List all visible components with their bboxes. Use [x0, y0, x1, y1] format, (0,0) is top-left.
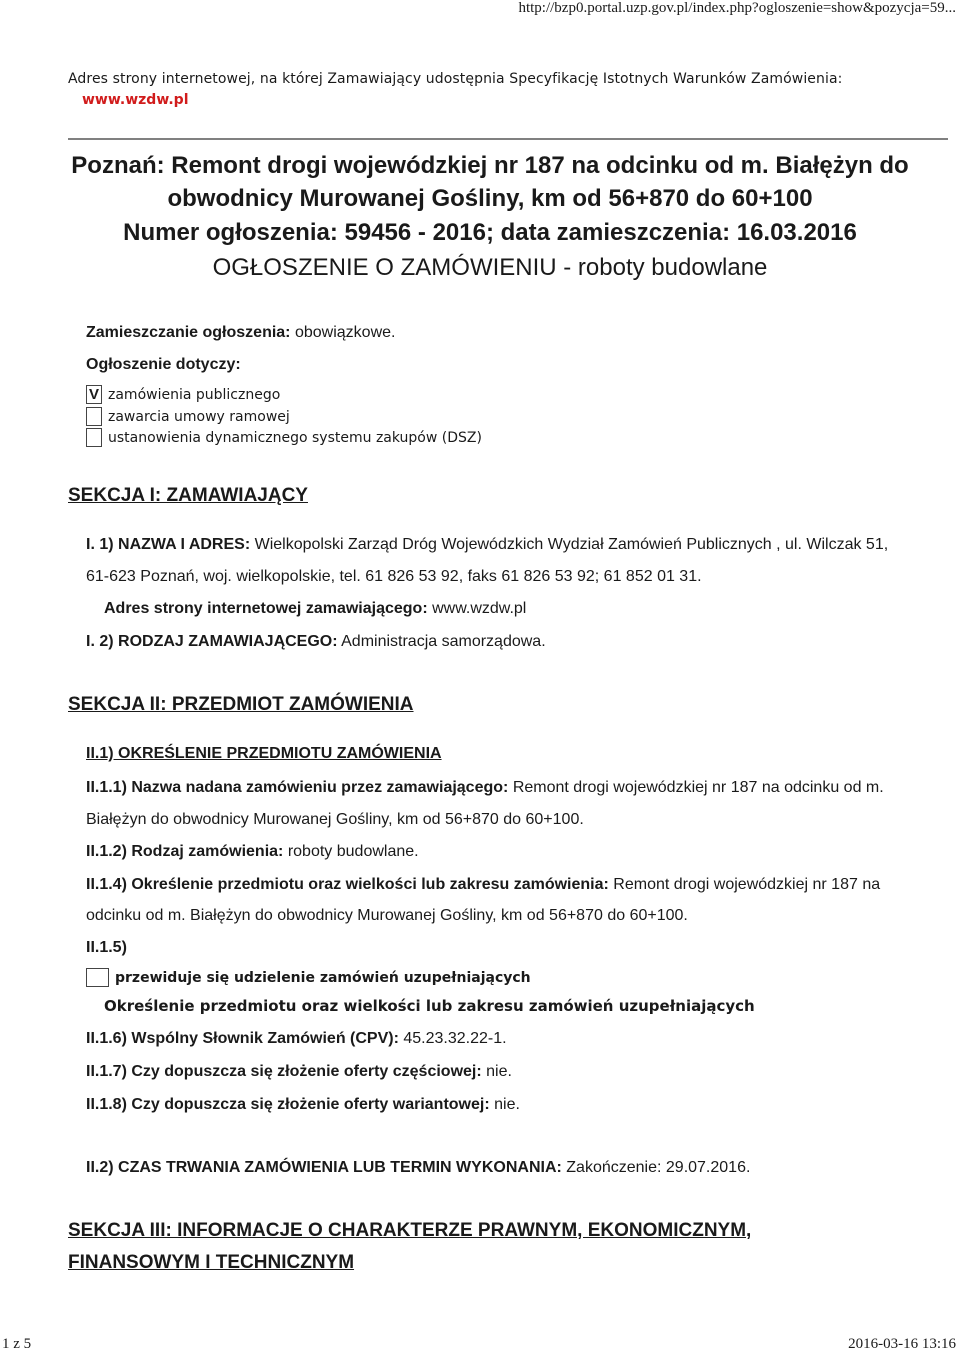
- contract-name-value: Remont drogi wojewódzkiej nr 187 na odcinku od m.: [512, 779, 884, 796]
- cpv-value: 45.23.32.22-1.: [403, 1030, 507, 1047]
- divider: [68, 138, 948, 140]
- name-address-value: Wielkopolski Zarząd Dróg Wojewódzkich Wydział Zamówień Publicznych , ul. Wilczak 51,: [254, 536, 889, 553]
- checkbox-empty: [86, 968, 109, 987]
- mandatory-publication: [86, 324, 395, 342]
- section-3-heading-line-2: FINANSOWYM I TECHNICZNYM: [68, 1252, 355, 1273]
- option-label: ustanowienia dynamicznego systemu zakupów (DSZ): [108, 429, 482, 446]
- checkbox-empty: [86, 428, 102, 447]
- notice-number: Numer ogłoszenia: 59456 - 2016; data zamieszczenia: 16.03.2016: [123, 219, 857, 246]
- contract-type: [86, 843, 419, 861]
- siwz-site-link[interactable]: www.wzdw.pl: [82, 92, 189, 108]
- page-number: 1 z 5: [2, 1336, 32, 1352]
- variant-offers-value: nie.: [494, 1096, 520, 1113]
- authority-type-value: Administracja samorządowa.: [341, 633, 546, 650]
- mandatory-value: obowiązkowe.: [294, 324, 396, 341]
- partial-offers-value: nie.: [486, 1063, 512, 1080]
- supplementary-orders-text: przewiduje się udzielenie zamówień uzupełniających: [115, 969, 531, 986]
- contract-name-continued: Białężyn do obwodnicy Murowanej Gośliny, km od 56+870 do 60+100.: [86, 811, 584, 828]
- option-dynamic-purchasing: [86, 428, 482, 447]
- cpv-code: [86, 1030, 507, 1048]
- partial-offers-label: II.1.7) Czy dopuszcza się złożenie oferty częściowej:: [86, 1063, 482, 1080]
- option-framework-agreement: [86, 407, 290, 426]
- contract-scope-continued: odcinku od m. Białężyn do obwodnicy Murowanej Gośliny, km od 56+870 do 60+100.: [86, 907, 688, 924]
- option-label: zamówienia publicznego: [108, 386, 281, 403]
- contract-scope: [86, 876, 880, 894]
- supplementary-orders-option: [86, 968, 531, 987]
- subsection-ii1-heading: II.1) OKREŚLENIE PRZEDMIOTU ZAMÓWIENIA: [86, 745, 442, 762]
- checkbox-checked: V: [86, 385, 102, 404]
- option-public-contract: [86, 385, 280, 404]
- notice-type: OGŁOSZENIE O ZAMÓWIENIU - roboty budowlane: [212, 254, 768, 281]
- contract-scope-label: II.1.4) Określenie przedmiotu oraz wielkości lub zakresu zamówienia:: [86, 876, 609, 893]
- siwz-site-label: Adres strony internetowej, na której Zamawiający udostępnia Specyfikację Istotnych Warunków Zamówienia:: [68, 71, 843, 87]
- contract-name: [86, 779, 884, 797]
- contract-type-value: roboty budowlane.: [287, 843, 419, 860]
- contracting-authority-address: 61-623 Poznań, woj. wielkopolskie, tel. 61 826 53 92, faks 61 826 53 92; 61 852 01 31.: [86, 568, 702, 585]
- supplementary-orders-label: II.1.5): [86, 939, 127, 956]
- website-link[interactable]: www.wzdw.pl: [432, 600, 527, 617]
- option-label: zawarcia umowy ramowej: [108, 408, 290, 425]
- name-address-label: I. 1) NAZWA I ADRES:: [86, 536, 251, 553]
- cpv-label: II.1.6) Wspólny Słownik Zamówień (CPV):: [86, 1030, 399, 1047]
- page-title-line-1: Poznań: Remont drogi wojewódzkiej nr 187 na odcinku od m. Białężyn do: [71, 152, 909, 179]
- checkbox-empty: [86, 407, 102, 426]
- authority-website: [104, 600, 526, 618]
- duration-label: II.2) CZAS TRWANIA ZAMÓWIENIA LUB TERMIN WYKONANIA:: [86, 1159, 562, 1176]
- website-label: Adres strony internetowej zamawiającego:: [104, 600, 428, 617]
- contract-scope-value: Remont drogi wojewódzkiej nr 187 na: [613, 876, 881, 893]
- page-url-header: http://bzp0.portal.uzp.gov.pl/index.php?ogloszenie=show&pozycja=59...: [518, 0, 956, 16]
- duration-value: Zakończenie: 29.07.2016.: [566, 1159, 751, 1176]
- variant-offers: [86, 1096, 520, 1114]
- concerns-label: Ogłoszenie dotyczy:: [86, 356, 241, 373]
- partial-offers: [86, 1063, 512, 1081]
- print-datetime: 2016-03-16 13:16: [848, 1336, 956, 1352]
- contract-type-label: II.1.2) Rodzaj zamówienia:: [86, 843, 284, 860]
- contract-duration: [86, 1159, 750, 1177]
- section-3-heading-line-1: SEKCJA III: INFORMACJE O CHARAKTERZE PRAWNYM, EKONOMICZNYM,: [68, 1220, 752, 1241]
- contracting-authority-name: [86, 536, 888, 554]
- variant-offers-label: II.1.8) Czy dopuszcza się złożenie oferty wariantowej:: [86, 1096, 490, 1113]
- page-title-line-2: obwodnicy Murowanej Gośliny, km od 56+870 do 60+100: [167, 185, 813, 212]
- mandatory-label: Zamieszczanie ogłoszenia:: [86, 324, 291, 341]
- section-1-heading: SEKCJA I: ZAMAWIAJĄCY: [68, 485, 308, 506]
- contract-name-label: II.1.1) Nazwa nadana zamówieniu przez zamawiającego:: [86, 779, 509, 796]
- supplementary-orders-description: Określenie przedmiotu oraz wielkości lub zakresu zamówień uzupełniających: [104, 997, 755, 1015]
- section-2-heading: SEKCJA II: PRZEDMIOT ZAMÓWIENIA: [68, 694, 414, 715]
- authority-type: [86, 633, 546, 651]
- authority-type-label: I. 2) RODZAJ ZAMAWIAJĄCEGO:: [86, 633, 338, 650]
